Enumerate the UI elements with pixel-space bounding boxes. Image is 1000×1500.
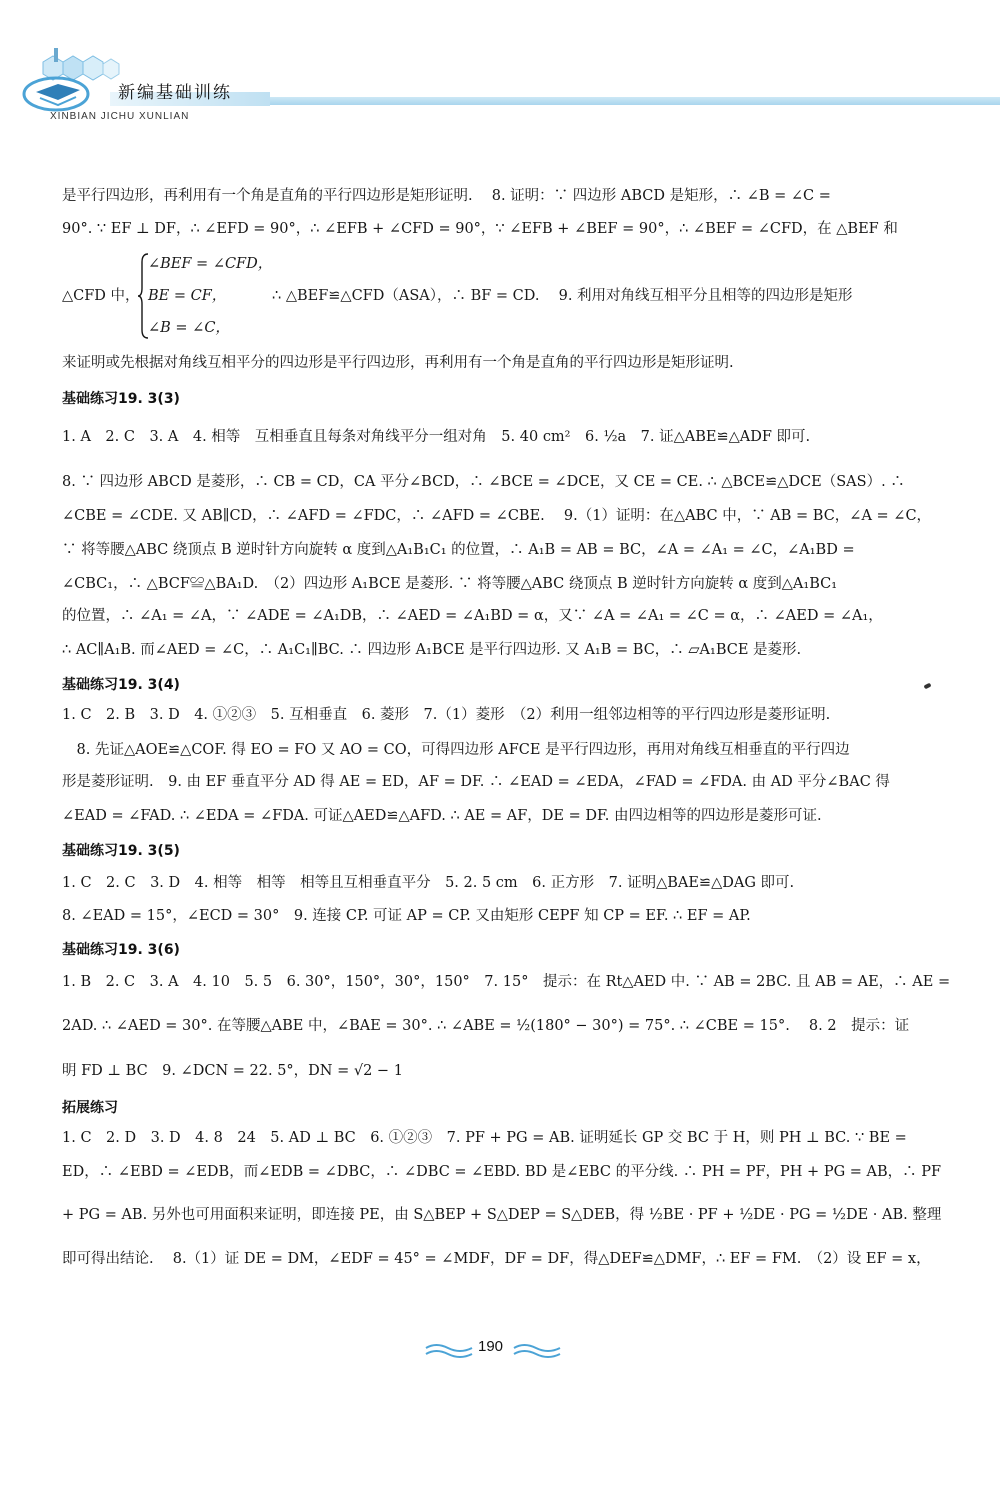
text-line: 2AD. ∴ ∠AED = 30°. 在等腰△ABE 中，∠BAE = 30°. ∴ ∠ABE = ½(180° − 30°) = 75°. ∴ ∠CBE = 15°. 8. 2 提示：证 bbox=[62, 1018, 910, 1034]
brace-right-text: ∴ △BEF≌△CFD（ASA），∴ BF = CD. 9. 利用对角线互相平分且相等的四边形是矩形 bbox=[272, 288, 853, 304]
page-footer bbox=[0, 1338, 1000, 1368]
brace-conditions bbox=[148, 248, 272, 344]
text-line: 即可得出结论. 8.（1）证 DE = DM，∠EDF = 45° = ∠MDF，DF = DF，得△DEF≌△DMF，∴ EF = FM. （2）设 EF = x， bbox=[62, 1251, 931, 1267]
brace-left-text: △CFD 中， bbox=[62, 288, 140, 304]
text-line: 8. ∠EAD = 15°，∠ECD = 30° 9. 连接 CP. 可证 AP = CP. 又由矩形 CEPF 知 CP = EF. ∴ EF = AP. bbox=[62, 908, 751, 924]
header-rule bbox=[270, 97, 1000, 105]
brace-row: ∠BEF = ∠CFD， bbox=[148, 256, 273, 272]
text-line: 的位置，∴ ∠A₁ = ∠A，∵ ∠ADE = ∠A₁DB，∴ ∠AED = ∠A₁BD = α，又∵ ∠A = ∠A₁ = ∠C = α，∴ ∠AED = ∠A₁， bbox=[62, 608, 883, 624]
text-line: 8. 先证△AOE≌△COF. 得 EO = FO 又 AO = CO，可得四边形 AFCE 是平行四边形，再用对角线互相垂直的平行四边 bbox=[62, 742, 850, 758]
text-line: 1. B 2. C 3. A 4. 10 5. 5 6. 30°，150°，30°，150° 7. 15° 提示：在 Rt△AED 中. ∵ AB = 2BC. 且 AB = AE，∴ AE = bbox=[62, 974, 951, 990]
text-line: 1. C 2. D 3. D 4. 8 24 5. AD ⊥ BC 6. ①②③ 7. PF + PG = AB. 证明延长 GP 交 BC 于 H，则 PH ⊥ BC. ∵ BE = bbox=[62, 1130, 907, 1146]
text-line: 是平行四边形，再利用有一个角是直角的平行四边形是矩形证明. 8. 证明：∵ 四边形 ABCD 是矩形，∴ ∠B = ∠C = bbox=[62, 188, 831, 204]
section-title: 拓展练习 bbox=[62, 1100, 118, 1116]
text-line: ∠EAD = ∠FAD. ∴ ∠EDA = ∠FDA. 可证△AED≌△AFD. ∴ AE = AF，DE = DF. 由四边相等的四边形是菱形可证. bbox=[62, 808, 822, 824]
section-title: 基础练习19. 3(6) bbox=[62, 942, 180, 958]
text-line: ∠CBC₁，∴ △BCF≌△BA₁D. （2）四边形 A₁BCE 是菱形. ∵ 将等腰△ABC 绕顶点 B 逆时针方向旋转 α 度到△A₁BC₁ bbox=[62, 576, 838, 592]
brace-row: ∠B = ∠C， bbox=[148, 320, 230, 336]
text-line: 90°. ∵ EF ⊥ DF，∴ ∠EFD = 90°，∴ ∠EFB + ∠CFD = 90°，∵ ∠EFB + ∠BEF = 90°，∴ ∠BEF = ∠CFD，在 △BEF 和 bbox=[62, 221, 898, 237]
text-line: ∴ AC∥A₁B. 而∠AED = ∠C，∴ A₁C₁∥BC. ∴ 四边形 A₁BCE 是平行四边形. 又 A₁B = BC，∴ ▱A₁BCE 是菱形. bbox=[62, 642, 802, 658]
section-title: 基础练习19. 3(4) bbox=[62, 677, 180, 693]
brace-system bbox=[62, 248, 942, 343]
text-line: ED，∴ ∠EBD = ∠EDB，而∠EDB = ∠DBC，∴ ∠DBC = ∠EBD. BD 是∠EBC 的平分线. ∴ PH = PF，PH + PG = AB，∴ PF bbox=[62, 1164, 942, 1180]
text-line: 1. C 2. C 3. D 4. 相等 相等 相等且互相垂直平分 5. 2. 5 cm 6. 正方形 7. 证明△BAE≌△DAG 即可. bbox=[62, 875, 795, 891]
text-line: + PG = AB. 另外也可用面积来证明，即连接 PE，由 S△BEP + S△DEP = S△DEB，得 ½BE · PF + ½DE · PG = ½DE · AB. 整理 bbox=[62, 1207, 942, 1223]
section-title: 基础练习19. 3(3) bbox=[62, 391, 180, 407]
text-line: ∠CBE = ∠CDE. 又 AB∥CD，∴ ∠AFD = ∠FDC，∴ ∠AFD = ∠CBE. 9.（1）证明：在△ABC 中，∵ AB = BC，∠A = ∠C， bbox=[62, 508, 932, 524]
book-logo-icon bbox=[18, 42, 128, 122]
section-title: 基础练习19. 3(5) bbox=[62, 843, 180, 859]
text-line: 8. ∵ 四边形 ABCD 是菱形，∴ CB = CD，CA 平分∠BCD，∴ ∠BCE = ∠DCE，又 CE = CE. ∴ △BCE≌△DCE（SAS）. ∴ bbox=[62, 474, 905, 490]
text-line: 明 FD ⊥ BC 9. ∠DCN = 22. 5°，DN = √2 − 1 bbox=[62, 1063, 403, 1079]
wave-right-icon bbox=[512, 1342, 562, 1360]
text-line: 1. C 2. B 3. D 4. ①②③ 5. 互相垂直 6. 菱形 7.（1）菱形 （2）利用一组邻边相等的平行四边形是菱形证明. bbox=[62, 707, 831, 723]
wave-left-icon bbox=[424, 1342, 474, 1360]
book-pinyin: XINBIAN JICHU XUNLIAN bbox=[50, 111, 190, 122]
stray-mark bbox=[923, 683, 931, 690]
text-line: 形是菱形证明. 9. 由 EF 垂直平分 AD 得 AE = ED，AF = DF. ∴ ∠EAD = ∠EDA，∠FAD = ∠FDA. 由 AD 平分∠BAC 得 bbox=[62, 774, 890, 790]
book-title: 新编基础训练 bbox=[118, 83, 232, 103]
page-number: 190 bbox=[478, 1338, 504, 1355]
text-line: 来证明或先根据对角线互相平分的四边形是平行四边形，再利用有一个角是直角的平行四边形是矩形证明. bbox=[62, 355, 734, 371]
page-header bbox=[0, 0, 1000, 140]
brace-row: BE = CF， bbox=[148, 288, 227, 304]
text-line: 1. A 2. C 3. A 4. 相等 互相垂直且每条对角线平分一组对角 5. 40 cm² 6. ½a 7. 证△ABE≌△ADF 即可. bbox=[62, 429, 811, 445]
text-line: ∵ 将等腰△ABC 绕顶点 B 逆时针方向旋转 α 度到△A₁B₁C₁ 的位置，∴ A₁B = AB = BC，∠A = ∠A₁ = ∠C，∠A₁BD = bbox=[62, 542, 855, 558]
